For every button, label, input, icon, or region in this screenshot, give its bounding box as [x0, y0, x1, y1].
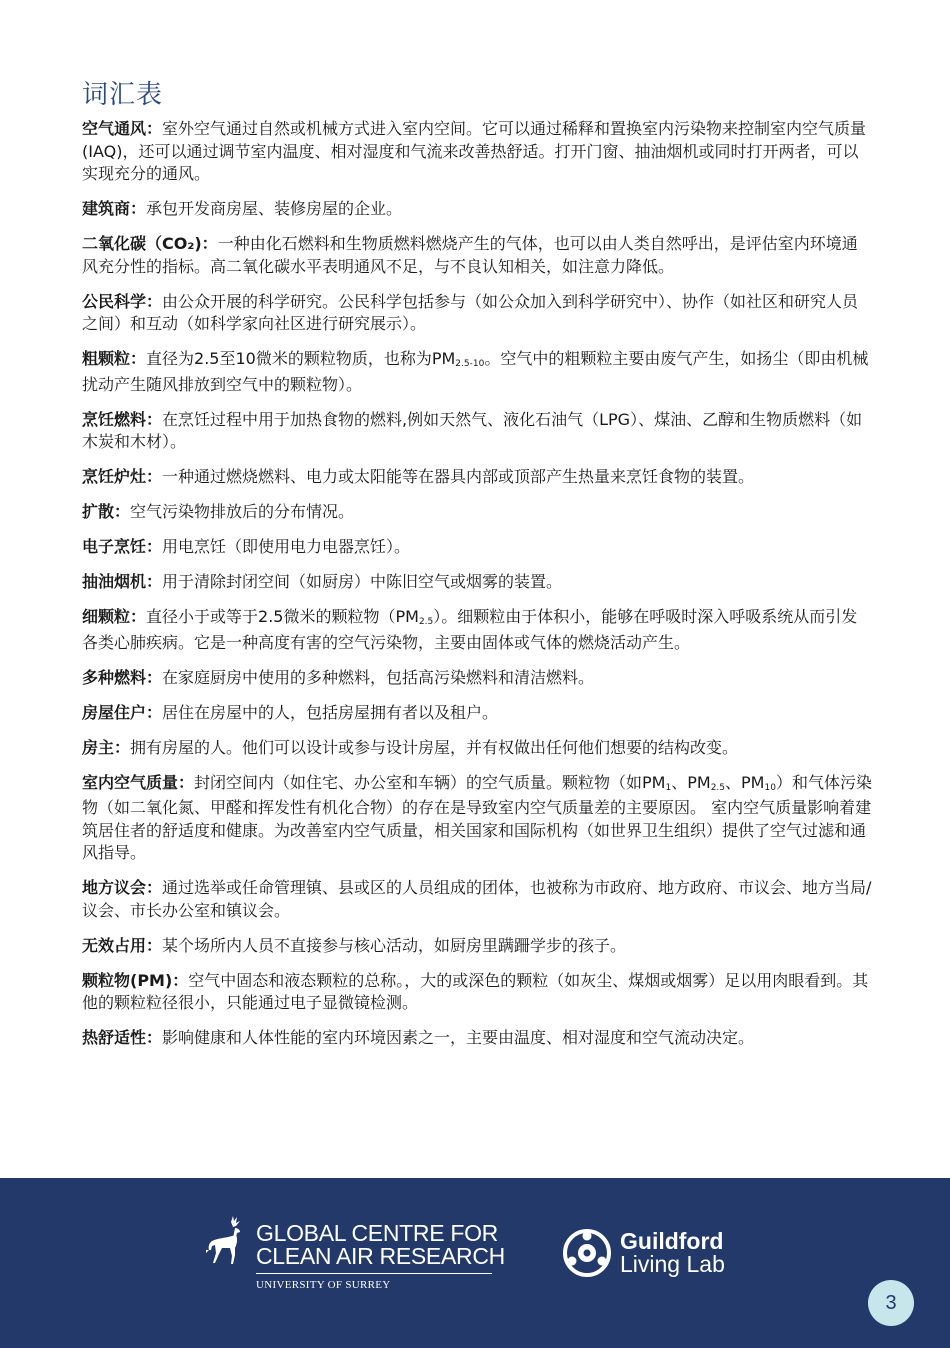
page-title: 词汇表	[82, 80, 164, 110]
glossary-term: 电子烹饪	[82, 537, 147, 556]
glossary-definition: 空气中固态和液态颗粒的总称。，大的或深色的颗粒（如灰尘、煤烟或烟雾）足以用肉眼看到。其他的颗粒粒径很小，只能通过电子显微镜检测。	[82, 970, 869, 1012]
glossary-entry	[82, 348, 872, 396]
glossary-entry	[82, 198, 872, 221]
subscript: 2.5	[710, 782, 726, 793]
subscript: 1	[665, 782, 672, 793]
glossary-entry	[82, 233, 872, 278]
glossary-term: 热舒适性	[82, 1028, 147, 1047]
glossary-definition: 在烹饪过程中用于加热食物的燃料,例如天然气、液化石油气（LPG）、煤油、乙醇和生物质燃料（如木炭和木材）。	[82, 409, 863, 451]
glossary-term: 房屋住户	[82, 702, 147, 722]
term-separator: ：	[130, 199, 147, 218]
term-separator: ：	[130, 607, 147, 626]
term-separator: ：	[146, 702, 163, 722]
glossary-definition: 在家庭厨房中使用的多种燃料，包括高污染燃料和清洁燃料。	[162, 667, 595, 687]
divider	[256, 1273, 492, 1274]
glossary-definition: 室外空气通过自然或机械方式进入室内空间。它可以通过稀释和置换室内污染物来控制室内空气质量(IAQ)，还可以通过调节室内温度、相对湿度和气流来改善热舒适。打开门窗、抽油烟机或同时打开两者，可以实现充分的通风。	[82, 119, 867, 183]
glossary-entry	[82, 702, 872, 725]
term-separator: ：	[114, 737, 131, 757]
subscript: 2.5-10	[455, 359, 485, 369]
subscript: 10	[764, 782, 776, 793]
term-separator: ：	[146, 537, 163, 556]
glossary-entry	[82, 606, 872, 654]
term-separator: ：	[146, 1028, 163, 1047]
guildford-logo	[562, 1228, 752, 1284]
glossary-definition-cont: ）。细颗粒由于体积小，能够在呼吸时深入呼吸系统从而引发各类心肺疾病。它是一种高度有害的空气污染物，主要由固体或气体的燃烧活动产生。	[82, 607, 858, 652]
glossary-definition: 封闭空间内（如住宅、办公室和车辆）的空气质量。颗粒物（如PM	[194, 772, 666, 792]
term-separator: ：	[201, 234, 218, 253]
term-separator: ：	[146, 467, 163, 486]
glossary-term: 细颗粒	[82, 607, 131, 626]
footer-band	[0, 1178, 950, 1348]
glossary-definition: 直径为2.5至10微米的颗粒物质，也称为PM	[146, 349, 456, 368]
glossary-term: 室内空气质量	[82, 772, 179, 792]
glossary-term: 房主	[82, 737, 115, 757]
people-circle-icon	[562, 1228, 612, 1278]
glossary-term: 颗粒物(PM)	[82, 970, 173, 990]
surrey-logo-line2: CLEAN AIR RESEARCH	[256, 1243, 505, 1269]
stag-icon	[205, 1216, 251, 1278]
glossary-term: 二氧化碳（CO₂)	[82, 234, 202, 253]
glossary-term: 公民科学	[82, 291, 147, 311]
glossary-term: 无效占用	[82, 935, 147, 955]
term-separator: ：	[146, 119, 163, 138]
term-separator: ：	[146, 572, 163, 591]
glossary-entry	[82, 501, 872, 524]
surrey-logo-line1: GLOBAL CENTRE FOR	[256, 1220, 498, 1246]
glossary-definition: 由公众开展的科学研究。公民科学包括参与（如公众加入到科学研究中）、协作（如社区和研究人员之间）和互动（如科学家向社区进行研究展示）。	[82, 291, 859, 333]
glossary-entry	[82, 118, 872, 186]
glossary-definition: 拥有房屋的人。他们可以设计或参与设计房屋，并有权做出任何他们想要的结构改变。	[130, 737, 739, 757]
glossary-definition-cont: 。空气中的粗颗粒主要由废气产生，如扬尘（即由机械扰动产生随风排放到空气中的颗粒物）。	[82, 349, 869, 394]
glossary-entry	[82, 536, 872, 559]
glossary-term: 抽油烟机	[82, 572, 147, 591]
term-separator: ：	[146, 667, 163, 687]
glossary-term: 空气通风	[82, 119, 147, 138]
glossary-entry	[82, 772, 872, 865]
glossary-definition: 影响健康和人体性能的室内环境因素之一，主要由温度、相对湿度和空气流动决定。	[162, 1028, 755, 1047]
term-separator: ：	[146, 878, 163, 897]
glossary-term: 烹饪炉灶	[82, 467, 147, 486]
glossary-definition-cont: 、PM	[725, 772, 765, 792]
glossary-term: 建筑商	[82, 199, 131, 218]
page-number-badge: 3	[868, 1280, 914, 1326]
guildford-subtitle: Living Lab	[620, 1251, 725, 1277]
glossary-entry	[82, 667, 872, 690]
glossary-entry	[82, 970, 872, 1015]
term-separator: ：	[114, 502, 131, 521]
glossary-term: 多种燃料	[82, 667, 147, 687]
glossary-definition: 某个场所内人员不直接参与核心活动，如厨房里蹒跚学步的孩子。	[162, 935, 627, 955]
guildford-name: Guildford	[620, 1228, 724, 1254]
surrey-logo	[205, 1216, 505, 1300]
glossary-term: 地方议会	[82, 878, 147, 897]
term-separator: ：	[146, 291, 163, 311]
glossary-entry	[82, 877, 872, 922]
glossary-term: 粗颗粒	[82, 349, 131, 368]
glossary-entry	[82, 1027, 872, 1050]
term-separator: ：	[146, 935, 163, 955]
glossary-definition: 用电烹饪（即使用电力电器烹饪）。	[162, 537, 411, 556]
glossary-list	[82, 118, 872, 1062]
glossary-definition: 一种通过燃烧燃料、电力或太阳能等在器具内部或顶部产生热量来烹饪食物的装置。	[162, 467, 755, 486]
glossary-entry	[82, 291, 872, 336]
glossary-definition: 用于清除封闭空间（如厨房）中陈旧空气或烟雾的装置。	[162, 572, 563, 591]
term-separator: ：	[146, 409, 163, 429]
surrey-university: UNIVERSITY OF SURREY	[256, 1279, 391, 1291]
glossary-definition: 一种由化石燃料和生物质燃料燃烧产生的气体，也可以由人类自然呼出，是评估室内环境通风充分性的指标。高二氧化碳水平表明通风不足，与不良认知相关，如注意力降低。	[82, 234, 858, 276]
glossary-entry	[82, 466, 872, 489]
glossary-definition-cont: 、PM	[671, 772, 711, 792]
glossary-definition: 承包开发商房屋、装修房屋的企业。	[146, 199, 403, 218]
term-separator: ：	[130, 349, 147, 368]
glossary-definition: 居住在房屋中的人，包括房屋拥有者以及租户。	[162, 702, 499, 722]
glossary-term: 扩散	[82, 502, 115, 521]
subscript: 2.5	[418, 617, 434, 627]
glossary-entry	[82, 737, 872, 760]
glossary-definition-cont: ）和气体污染物（如二氧化氮、甲醛和挥发性有机化合物）的存在是导致室内空气质量差的主要原因。 室内空气质量影响着建筑居住者的舒适度和健康。为改善室内空气质量，相关国家和国际机构（如世界卫生组织）提供了空气过滤和通风指导。	[82, 772, 872, 862]
term-separator: ：	[178, 772, 195, 792]
glossary-entry	[82, 571, 872, 594]
glossary-definition: 直径小于或等于2.5微米的颗粒物（PM	[146, 607, 419, 626]
glossary-entry	[82, 409, 872, 454]
glossary-term: 烹饪燃料	[82, 409, 147, 429]
glossary-definition: 通过选举或任命管理镇、县或区的人员组成的团体，也被称为市政府、地方政府、市议会、地方当局/议会、市长办公室和镇议会。	[82, 878, 872, 920]
glossary-definition: 空气污染物排放后的分布情况。	[130, 502, 355, 521]
glossary-entry	[82, 935, 872, 958]
term-separator: ：	[172, 970, 189, 990]
